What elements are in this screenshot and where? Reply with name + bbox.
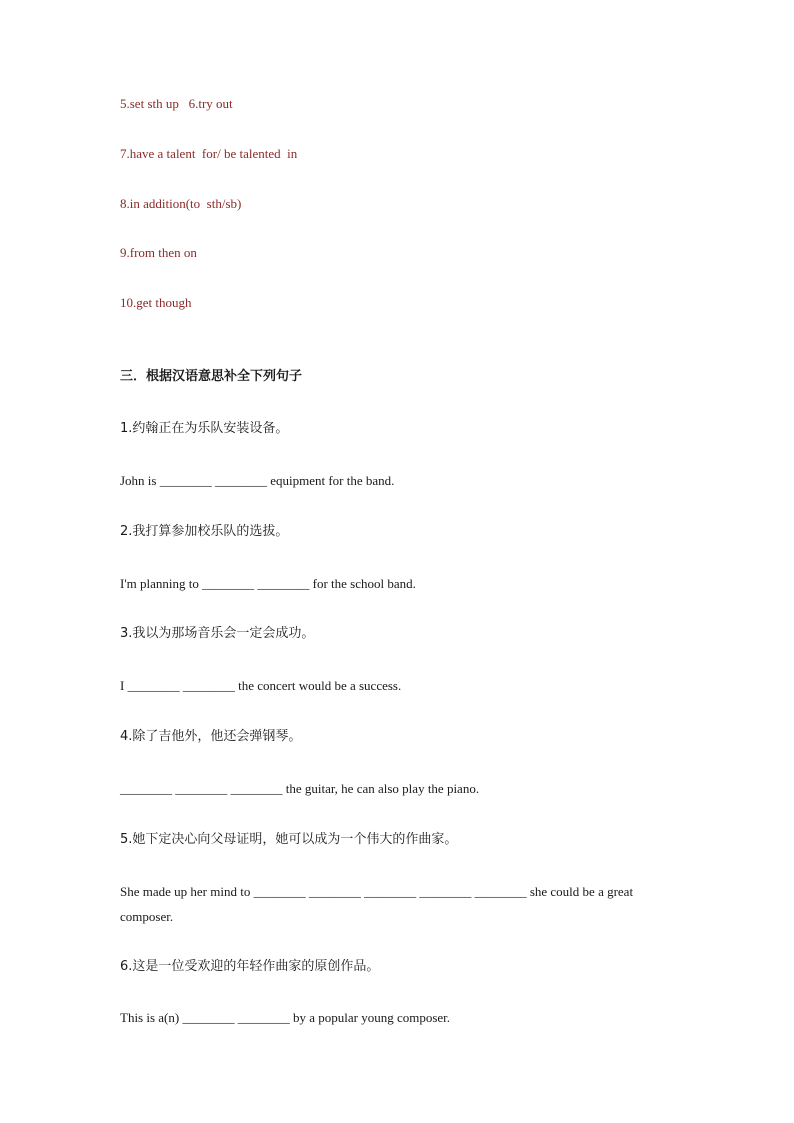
answer-line-9: 9.from then on: [120, 245, 197, 260]
question-2-chinese: 2.我打算参加校乐队的选拔。: [120, 524, 289, 539]
question-6-chinese: 6.这是一位受欢迎的年轻作曲家的原创作品。: [120, 959, 380, 974]
question-6-english: This is a(n) ________ ________ by a popular young composer.: [120, 1010, 451, 1025]
question-1-chinese: 1.约翰正在为乐队安装设备。: [120, 421, 289, 436]
section-heading: 三．根据汉语意思补全下列句子: [120, 369, 303, 384]
answer-line-5-6: 5.set sth up 6.try out: [120, 96, 233, 111]
answer-line-10: 10.get though: [120, 295, 192, 310]
question-1-english: John is ________ ________ equipment for the band.: [120, 473, 395, 488]
question-5-english: She made up her mind to ________ ________ ________ ________ ________ she could be a great composer.: [120, 884, 634, 924]
question-2-english: I'm planning to ________ ________ for the school band.: [120, 576, 416, 591]
question-3-english: I ________ ________ the concert would be a success.: [120, 678, 402, 693]
question-4-english: ________ ________ ________ the guitar, he can also play the piano.: [120, 781, 480, 796]
question-3-chinese: 3.我以为那场音乐会一定会成功。: [120, 626, 315, 641]
question-5-chinese: 5.她下定决心向父母证明，她可以成为一个伟大的作曲家。: [120, 832, 458, 847]
question-4-chinese: 4.除了吉他外，他还会弹钢琴。: [120, 729, 302, 744]
answer-line-7: 7.have a talent for/ be talented in: [120, 146, 298, 161]
answer-line-8: 8.in addition(to sth/sb): [120, 196, 242, 211]
